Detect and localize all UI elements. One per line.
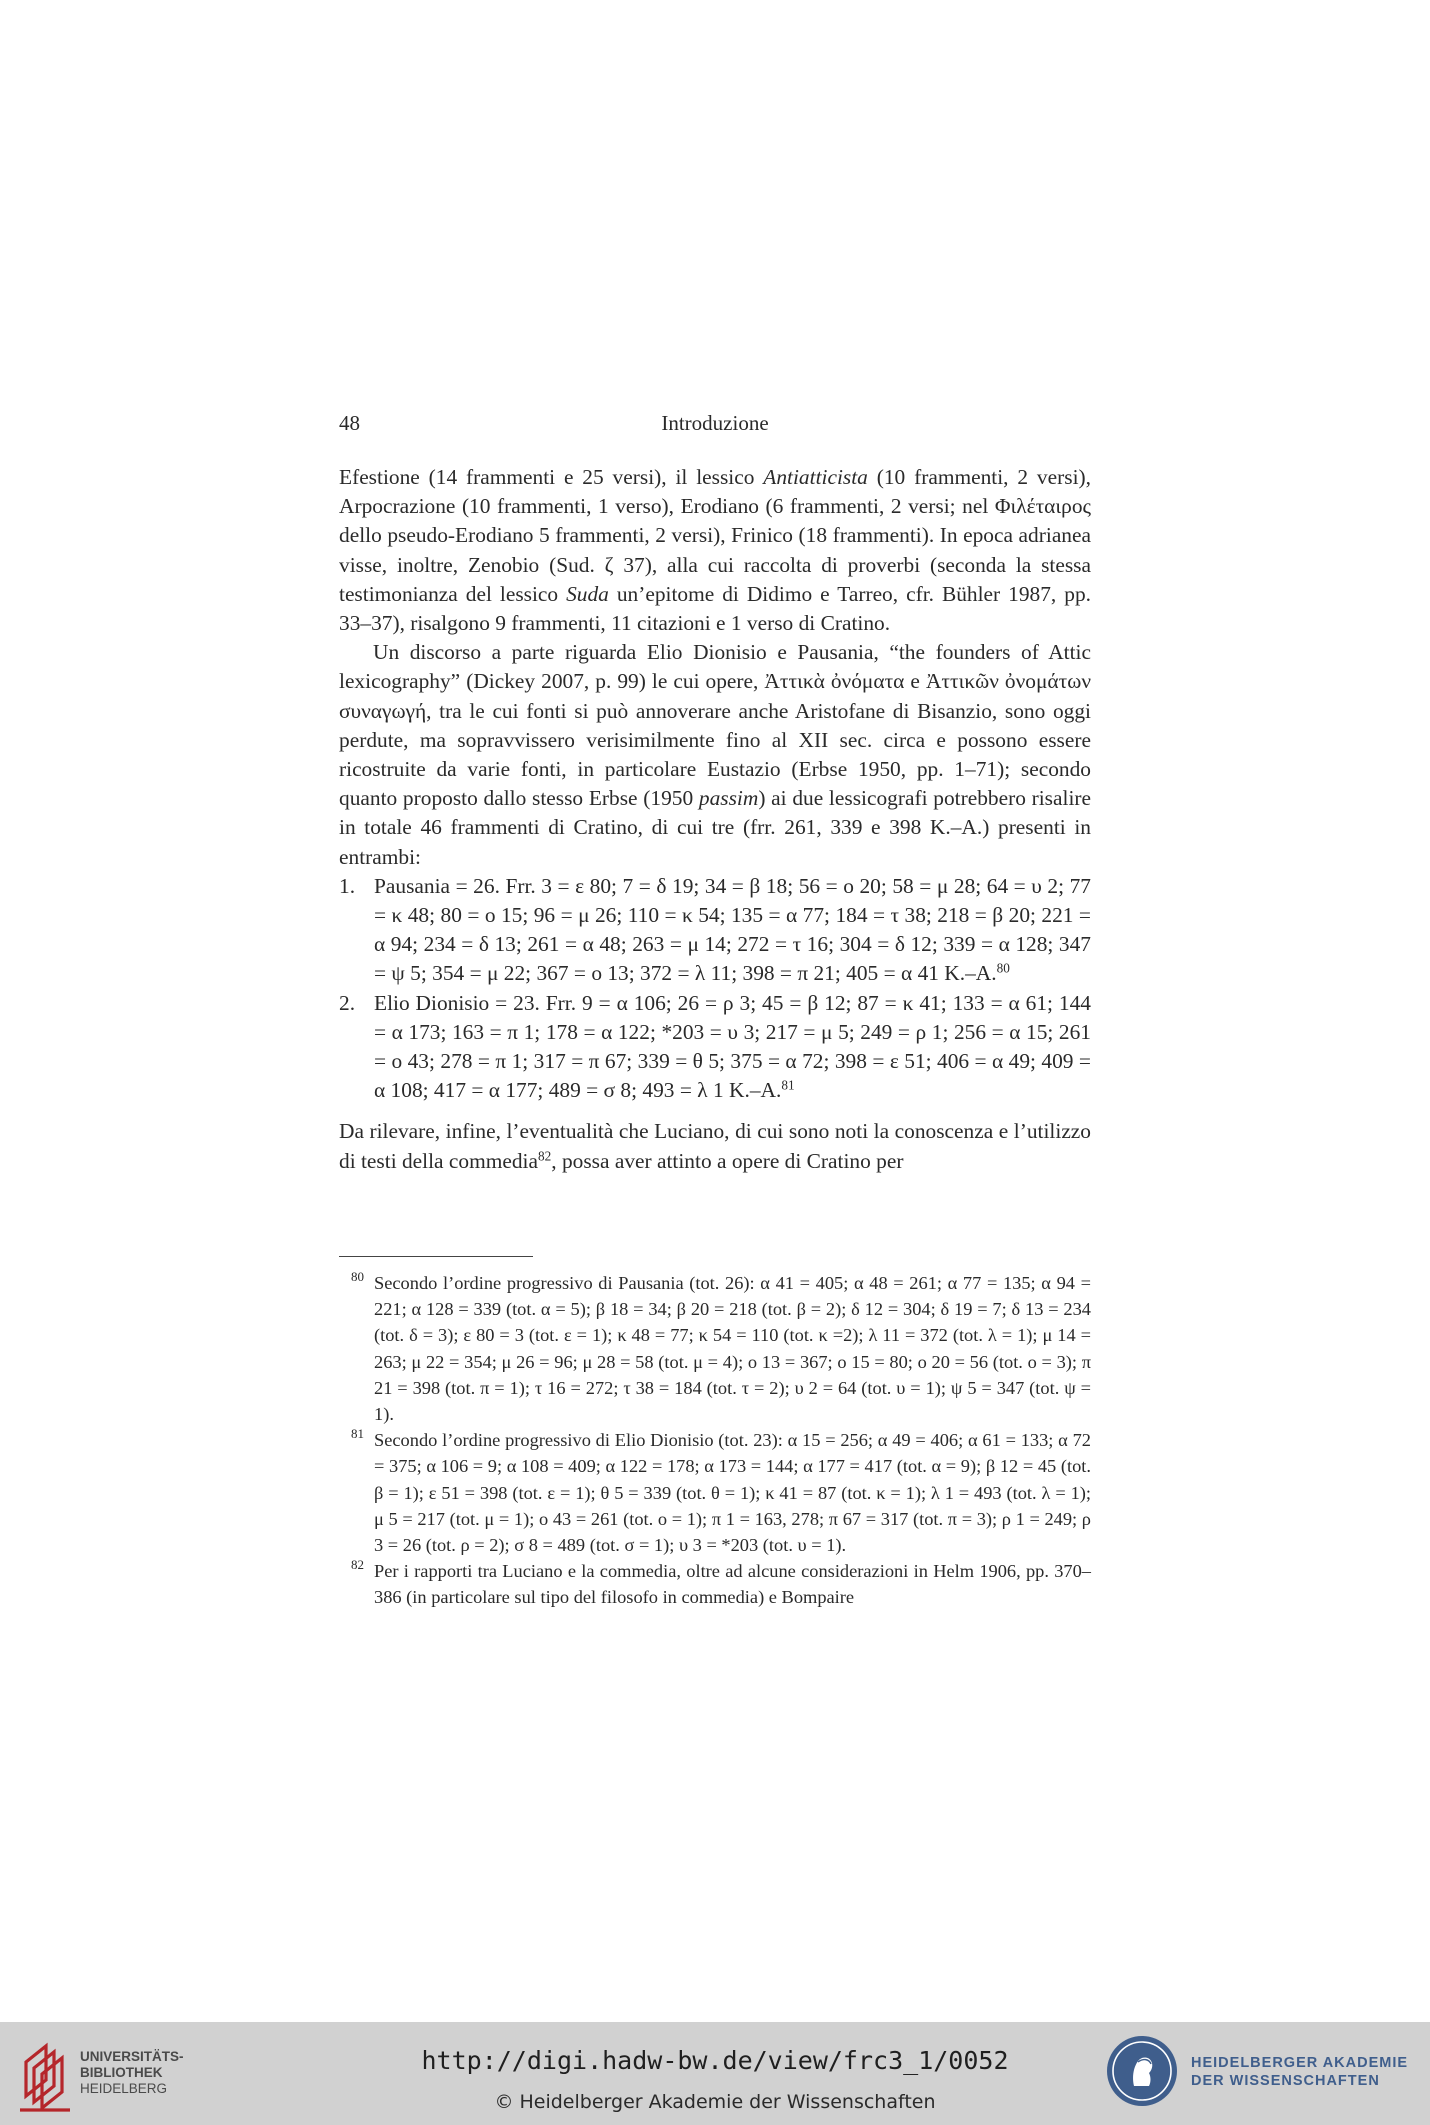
university-library-name: UNIVERSITÄTS- BIBLIOTHEK HEIDELBERG: [80, 2049, 184, 2096]
running-head: Introduzione: [661, 411, 769, 435]
list-item: [339, 872, 1091, 989]
italic-term: passim: [698, 786, 759, 811]
list-text: Elio Dionisio = 23. Frr. 9 = α 106; 26 = ρ 3; 45 = β 12; 87 = κ 41; 133 = α 61; 144 = α 173; 163 = π 1; 178 = α 122; *203 = υ 3; 217 = μ 5; 249 = ρ 1; 256 = α 15; 261 = ο 43; 278 = π 1; 317 = π 67; 339 = θ 5; 375 = α 72; 398 = ε 51; 406 = α 49; 409 = α 108; 417 = α 177; 489 = σ 8; 493 = λ 1 K.–A.: [374, 990, 1091, 1103]
footnote-rule: [339, 1256, 533, 1257]
main-text: [339, 463, 1091, 1176]
list-number: 1.: [339, 873, 356, 898]
digital-copy-url[interactable]: http://digi.hadw-bw.de/view/frc3_1/0052: [421, 2046, 1009, 2075]
footnote-ref: 80: [996, 961, 1010, 977]
academy-seal-icon: [1105, 2034, 1179, 2108]
footnote-ref: 81: [781, 1077, 795, 1093]
footnote-number: 82: [351, 1557, 364, 1573]
footnote: [339, 1558, 1091, 1610]
italic-title: Antiatticista: [763, 465, 868, 489]
list-number: 2.: [339, 990, 356, 1015]
footer-bar: [0, 2022, 1430, 2125]
list-item: [339, 989, 1091, 1106]
list-text: Pausania = 26. Frr. 3 = ε 80; 7 = δ 19; 34 = β 18; 56 = ο 20; 58 = μ 28; 64 = υ 2; 77 = κ 48; 80 = ο 15; 96 = μ 26; 110 = κ 54; 135 = α 77; 184 = τ 38; 218 = β 20; 221 = α 94; 234 = δ 13; 261 = α 48; 263 = μ 14; 272 = τ 16; 304 = δ 12; 339 = α 128; 347 = ψ 5; 354 = μ 22; 367 = ο 13; 372 = λ 11; 398 = π 21; 405 = α 41 K.–A.: [374, 873, 1091, 986]
academy-name: HEIDELBERGER AKADEMIE DER WISSENSCHAFTEN: [1191, 2055, 1409, 2089]
footnote-number: 80: [351, 1269, 364, 1284]
footnote-text: Secondo l’ordine progressivo di Elio Dionisio (tot. 23): α 15 = 256; α 49 = 406; α 61 = 133; α 72 = 375; α 106 = 9; α 108 = 409; α 122 = 178; α 173 = 144; α 177 = 417 (tot. α = 9); β 12 = 45 (tot. β = 1); ε 51 = 398 (tot. ε = 1); θ 5 = 339 (tot. θ = 1); κ 41 = 87 (tot. κ = 1); λ 1 = 493 (tot. λ = 1); μ 5 = 217 (tot. μ = 1); ο 43 = 261 (tot. ο = 1); π 1 = 163, 278; π 67 = 317 (tot. π = 3); ρ 1 = 249; ρ 3 = 26 (tot. ρ = 2); σ 8 = 489 (tot. σ = 1); υ 3 = *203 (tot. υ = 1).: [374, 1430, 1091, 1556]
footnote-number: 81: [351, 1426, 364, 1442]
footnote: [339, 1427, 1091, 1558]
footnote-text: Per i rapporti tra Luciano e la commedia, oltre ad alcune considerazioni in Helm 1906, pp. 370–386 (in particolare sul tipo del filosofo in commedia) e Bompaire: [374, 1561, 1091, 1608]
paragraph-2: Un discorso a parte riguarda Elio Dionisio e Pausania, “the founders of Attic lexicography” (Dickey 2007, p. 99) le cui opere, Ἀττικὰ ὀνόματα e Ἀττικῶν ὀνομάτων συναγωγή, tra le cui fonti si può annoverare anche Aristofane di Bisanzio, sono oggi perdute, ma sopravvissero verisimilmente fino al XII sec. circa e possono essere ricostruite da varie fonti, in particolare Eustazio (Erbse 1950, pp. 1–71); secondo quanto proposto dallo stesso Erbse (1950 passim) ai due lessicografi potrebbero risalire in totale 46 frammenti di Cratino, di cui tre (frr. 261, 339 e 398 K.–A.) presenti in entrambi:: [339, 640, 1092, 869]
page-header: [339, 408, 1091, 438]
footnote: [339, 1270, 1091, 1427]
copyright-notice: © Heidelberger Akademie der Wissenschaften: [494, 2091, 936, 2113]
footnote-text: Secondo l’ordine progressivo di Pausania (tot. 26): α 41 = 405; α 48 = 261; α 77 = 135; α 94 = 221; α 128 = 339 (tot. α = 5); β 18 = 34; β 20 = 218 (tot. β = 2); δ 12 = 304; δ 19 = 7; δ 13 = 234 (tot. δ = 3); ε 80 = 3 (tot. ε = 1); κ 48 = 77; κ 54 = 110 (tot. κ =2); λ 11 = 372 (tot. λ = 1); μ 14 = 263; μ 22 = 354; μ 26 = 96; μ 28 = 58 (tot. μ = 4); ο 13 = 367; ο 15 = 80; ο 20 = 56 (tot. ο = 3); π 21 = 398 (tot. π = 1); τ 16 = 272; τ 38 = 184 (tot. τ = 2); υ 2 = 64 (tot. υ = 1); ψ 5 = 347 (tot. ψ = 1).: [374, 1273, 1091, 1425]
numbered-list: [339, 872, 1091, 1106]
footnote-ref: 82: [538, 1148, 552, 1164]
page-number: 48: [339, 411, 360, 435]
footnotes: [339, 1270, 1091, 1611]
paragraph-1: Efestione (14 frammenti e 25 versi), il lessico Antiatticista (10 frammenti, 2 versi), Arpocrazione (10 frammenti, 1 verso), Erodiano (6 frammenti, 2 versi; nel Φιλέταιρος dello pseudo-Erodiano 5 frammenti, 2 versi), Frinico (18 frammenti). In epoca adrianea visse, inoltre, Zenobio (Sud. ζ 37), alla cui raccolta di proverbi (seconda la stessa testimonianza del lessico Suda un’epitome di Didimo e Tarreo, cfr. Bühler 1987, pp. 33–37), risalgono 9 frammenti, 11 citazioni e 1 verso di Cratino.: [339, 465, 1091, 636]
paragraph-3: Da rilevare, infine, l’eventualità che Luciano, di cui sono noti la conoscenza e l’utilizzo di testi della commedia$^{82}$, possa aver attinto a opere di Cratino per: [339, 1119, 1091, 1173]
italic-title: Suda: [566, 581, 609, 606]
